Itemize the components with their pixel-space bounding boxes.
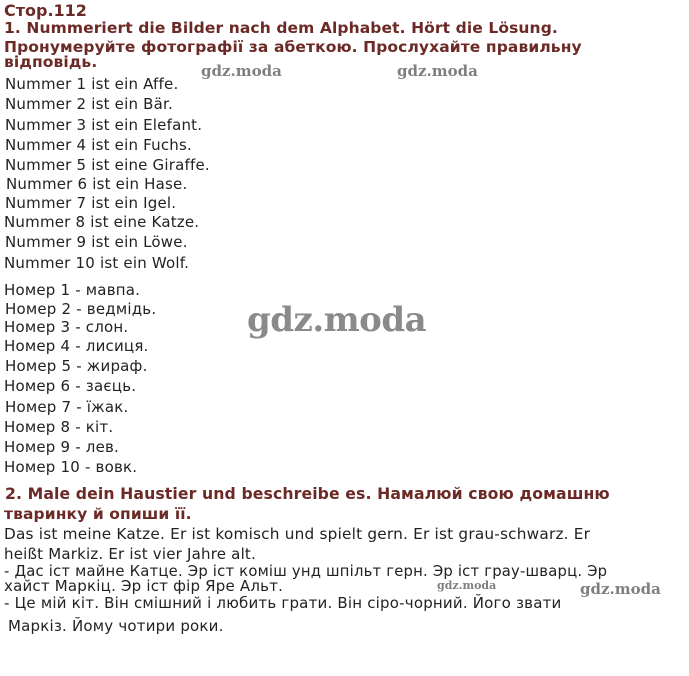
task2-heading-line1: 2. Male dein Haustier und beschreibe es. Намалюй свою домашню	[5, 484, 610, 503]
task2-line-6: Маркіз. Йому чотири роки.	[8, 617, 224, 635]
task1-heading-uk-line2: відповідь.	[4, 53, 98, 71]
task2-line-5: - Це мій кіт. Він смішний і любить грати. Він сіро-чорний. Його звати	[4, 594, 562, 612]
german-line-6: Nummer 6 ist ein Hase.	[6, 175, 188, 193]
watermark-large: gdz.moda	[247, 300, 427, 340]
german-line-2: Nummer 2 ist ein Bär.	[5, 95, 173, 113]
task2-heading-line2: тваринку й опиши її.	[4, 505, 192, 523]
ukrainian-line-9: Номер 9 - лев.	[4, 438, 120, 456]
task2-line-4: хайст Маркіц. Эр іст фір Яре Альт.	[4, 577, 284, 595]
ukrainian-line-6: Номер 6 - заєць.	[4, 377, 137, 395]
task2-line-1: Das ist meine Katze. Er ist komisch und spielt gern. Er ist grau-schwarz. Er	[4, 525, 591, 543]
watermark-small-1: gdz.moda	[201, 62, 282, 80]
task2-line-2: heißt Markiz. Er ist vier Jahre alt.	[4, 545, 256, 563]
german-line-4: Nummer 4 ist ein Fuchs.	[5, 136, 192, 154]
ukrainian-line-7: Номер 7 - їжак.	[5, 398, 129, 416]
watermark-small-4: gdz.moda	[580, 580, 661, 598]
ukrainian-line-5: Номер 5 - жираф.	[5, 357, 148, 375]
german-line-9: Nummer 9 ist ein Löwe.	[5, 233, 188, 251]
page-title: Стор.112	[4, 1, 87, 20]
german-line-7: Nummer 7 ist ein Igel.	[5, 194, 177, 212]
task1-heading-de: 1. Nummeriert die Bilder nach dem Alphabet. Hört die Lösung.	[4, 19, 558, 37]
ukrainian-line-1: Номер 1 - мавпа.	[4, 281, 141, 299]
task2-line-3: - Дас іст майне Катце. Эр іст коміш унд шпільт герн. Эр іст грау-шварц. Эр	[4, 563, 608, 580]
task1-heading-uk-line1: Пронумеруйте фотографії за абеткою. Прослухайте правильну	[4, 38, 582, 56]
watermark-small-3: gdz.moda	[437, 579, 497, 592]
ukrainian-line-10: Номер 10 - вовк.	[4, 458, 138, 476]
ukrainian-line-4: Номер 4 - лисиця.	[4, 337, 149, 355]
ukrainian-line-2: Номер 2 - ведмідь.	[5, 300, 157, 318]
german-line-8: Nummer 8 ist eine Katze.	[4, 213, 200, 231]
german-line-10: Nummer 10 ist ein Wolf.	[4, 254, 190, 272]
german-line-5: Nummer 5 ist eine Giraffe.	[5, 156, 210, 174]
german-line-3: Nummer 3 ist ein Elefant.	[5, 116, 203, 134]
ukrainian-line-3: Номер 3 - слон.	[4, 318, 129, 336]
ukrainian-line-8: Номер 8 - кіт.	[4, 418, 114, 436]
watermark-small-2: gdz.moda	[397, 62, 478, 80]
german-line-1: Nummer 1 ist ein Affe.	[5, 75, 179, 93]
